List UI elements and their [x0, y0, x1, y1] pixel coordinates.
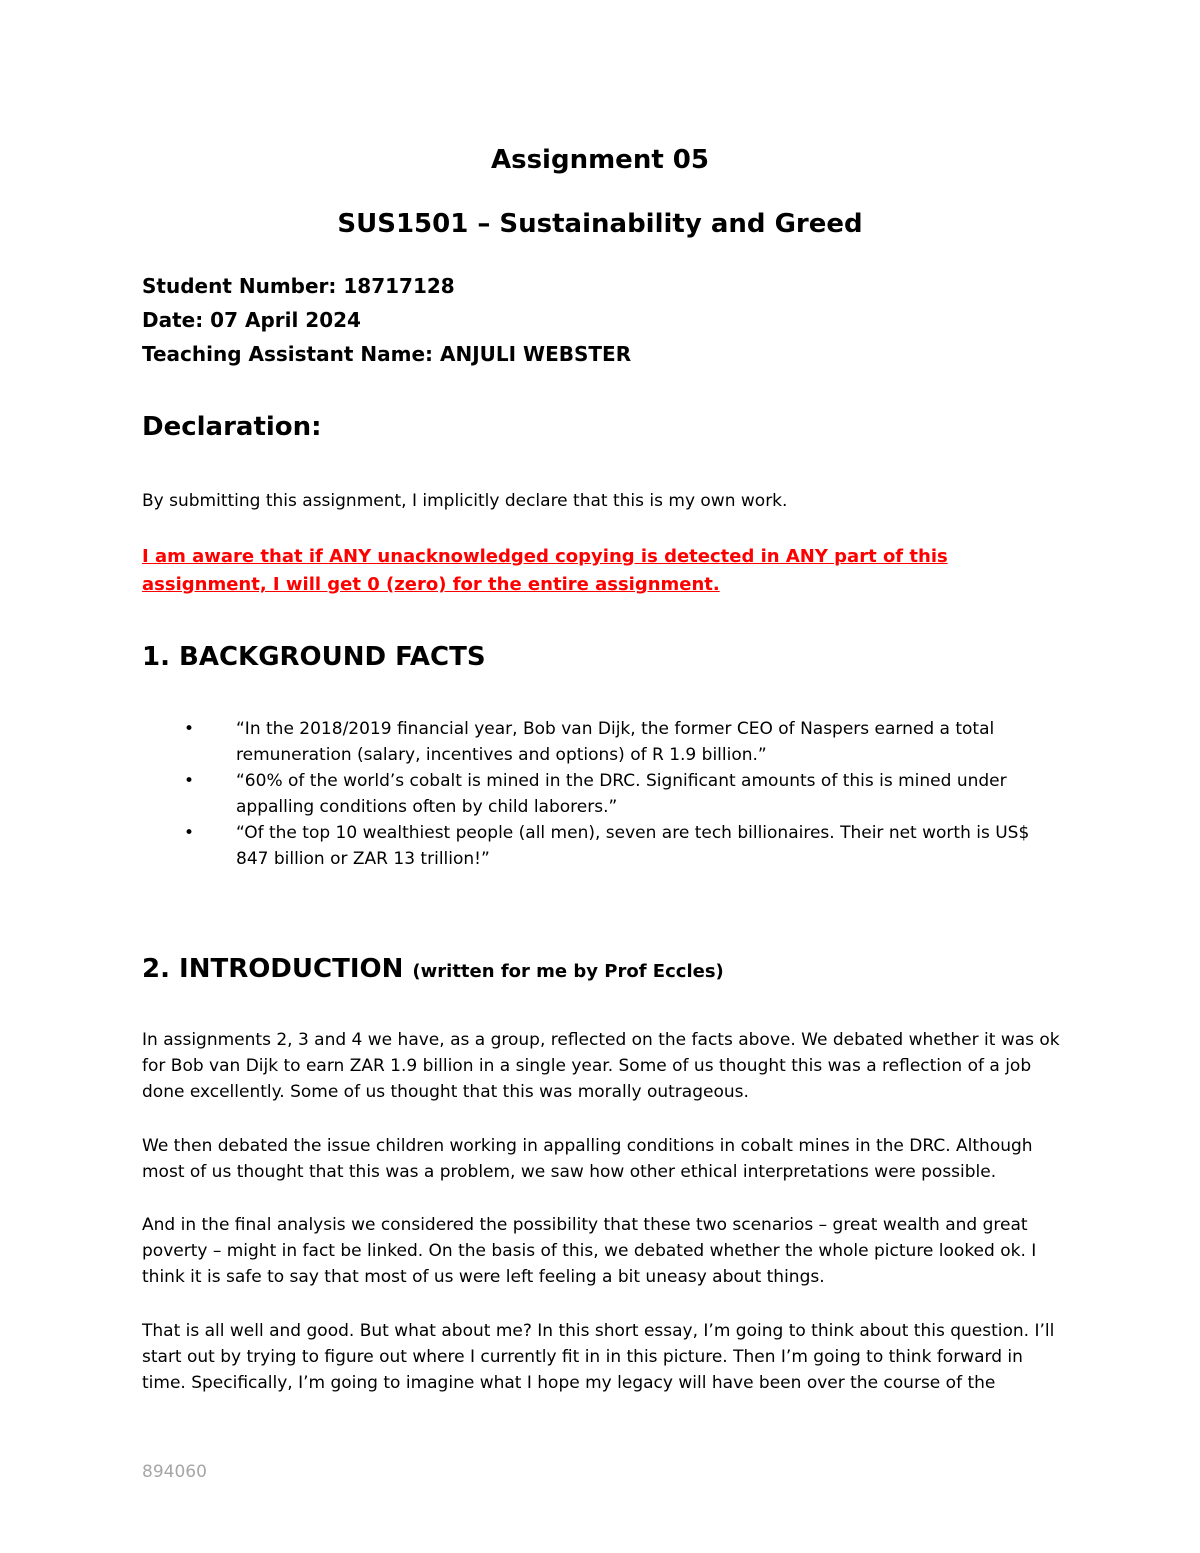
declaration-text: By submitting this assignment, I implicitly declare that this is my own work. — [142, 491, 788, 511]
page-title: Assignment 05 — [490, 145, 709, 175]
list-item — [184, 820, 1066, 872]
student-number: Student Number: 18717128 — [142, 274, 455, 298]
intro-paragraph-1: In assignments 2, 3 and 4 we have, as a group, reflected on the facts above. We debated whether it was ok for Bob van Dijk to earn ZAR 1.9 billion in a single year. Some of us thought this was a reflection of a job done excellently. Some of us thought that this was morally outrageous. — [142, 1030, 1060, 1102]
declaration-heading: Declaration: — [142, 412, 322, 442]
teaching-assistant-name: Teaching Assistant Name: ANJULI WEBSTER — [142, 342, 632, 366]
section2-heading-note: (written for me by Prof Eccles) — [412, 961, 724, 982]
list-item — [184, 768, 1066, 820]
fact-text: “60% of the world’s cobalt is mined in the DRC. Significant amounts of this is mined under appalling conditions often by child laborers.” — [236, 771, 1007, 817]
intro-paragraph-2: We then debated the issue children working in appalling conditions in cobalt mines in the DRC. Although most of us thought that this was a problem, we saw how other ethical interpretations were possible. — [142, 1136, 1033, 1182]
bullet-icon: • — [184, 823, 195, 843]
bullet-icon: • — [184, 771, 195, 791]
page-footer-id: 894060 — [142, 1462, 207, 1482]
page-subtitle: SUS1501 – Sustainability and Greed — [337, 209, 863, 239]
section2-heading-text: 2. INTRODUCTION — [142, 954, 404, 984]
bullet-icon: • — [184, 719, 195, 739]
intro-paragraph-4: That is all well and good. But what about me? In this short essay, I’m going to think about this question. I’ll start out by trying to figure out where I currently fit in in this picture. Then I’m going to think forward in time. Specifically, I’m going to imagine what I hope my legacy will have been over the course of the — [142, 1321, 1055, 1393]
plagiarism-warning: I am aware that if ANY unacknowledged copying is detected in ANY part of this assignment, I will get 0 (zero) for the entire assignment. — [142, 546, 948, 595]
submission-date: Date: 07 April 2024 — [142, 308, 361, 332]
section-heading-background-facts — [142, 642, 486, 672]
section-heading-introduction — [142, 954, 724, 984]
intro-paragraph-3: And in the final analysis we considered the possibility that these two scenarios – great wealth and great poverty – might in fact be linked. On the basis of this, we debated whether the whole picture looked ok. I think it is safe to say that most of us were left feeling a bit uneasy about things. — [142, 1215, 1037, 1287]
background-facts-list — [184, 716, 1066, 872]
list-item — [184, 716, 1066, 768]
fact-text: “In the 2018/2019 financial year, Bob van Dijk, the former CEO of Naspers earned a total remuneration (salary, incentives and options) of R 1.9 billion.” — [236, 719, 995, 765]
section1-heading-text: 1. BACKGROUND FACTS — [142, 642, 486, 672]
fact-text: “Of the top 10 wealthiest people (all men), seven are tech billionaires. Their net worth is US$ 847 billion or ZAR 13 trillion!” — [236, 823, 1030, 869]
